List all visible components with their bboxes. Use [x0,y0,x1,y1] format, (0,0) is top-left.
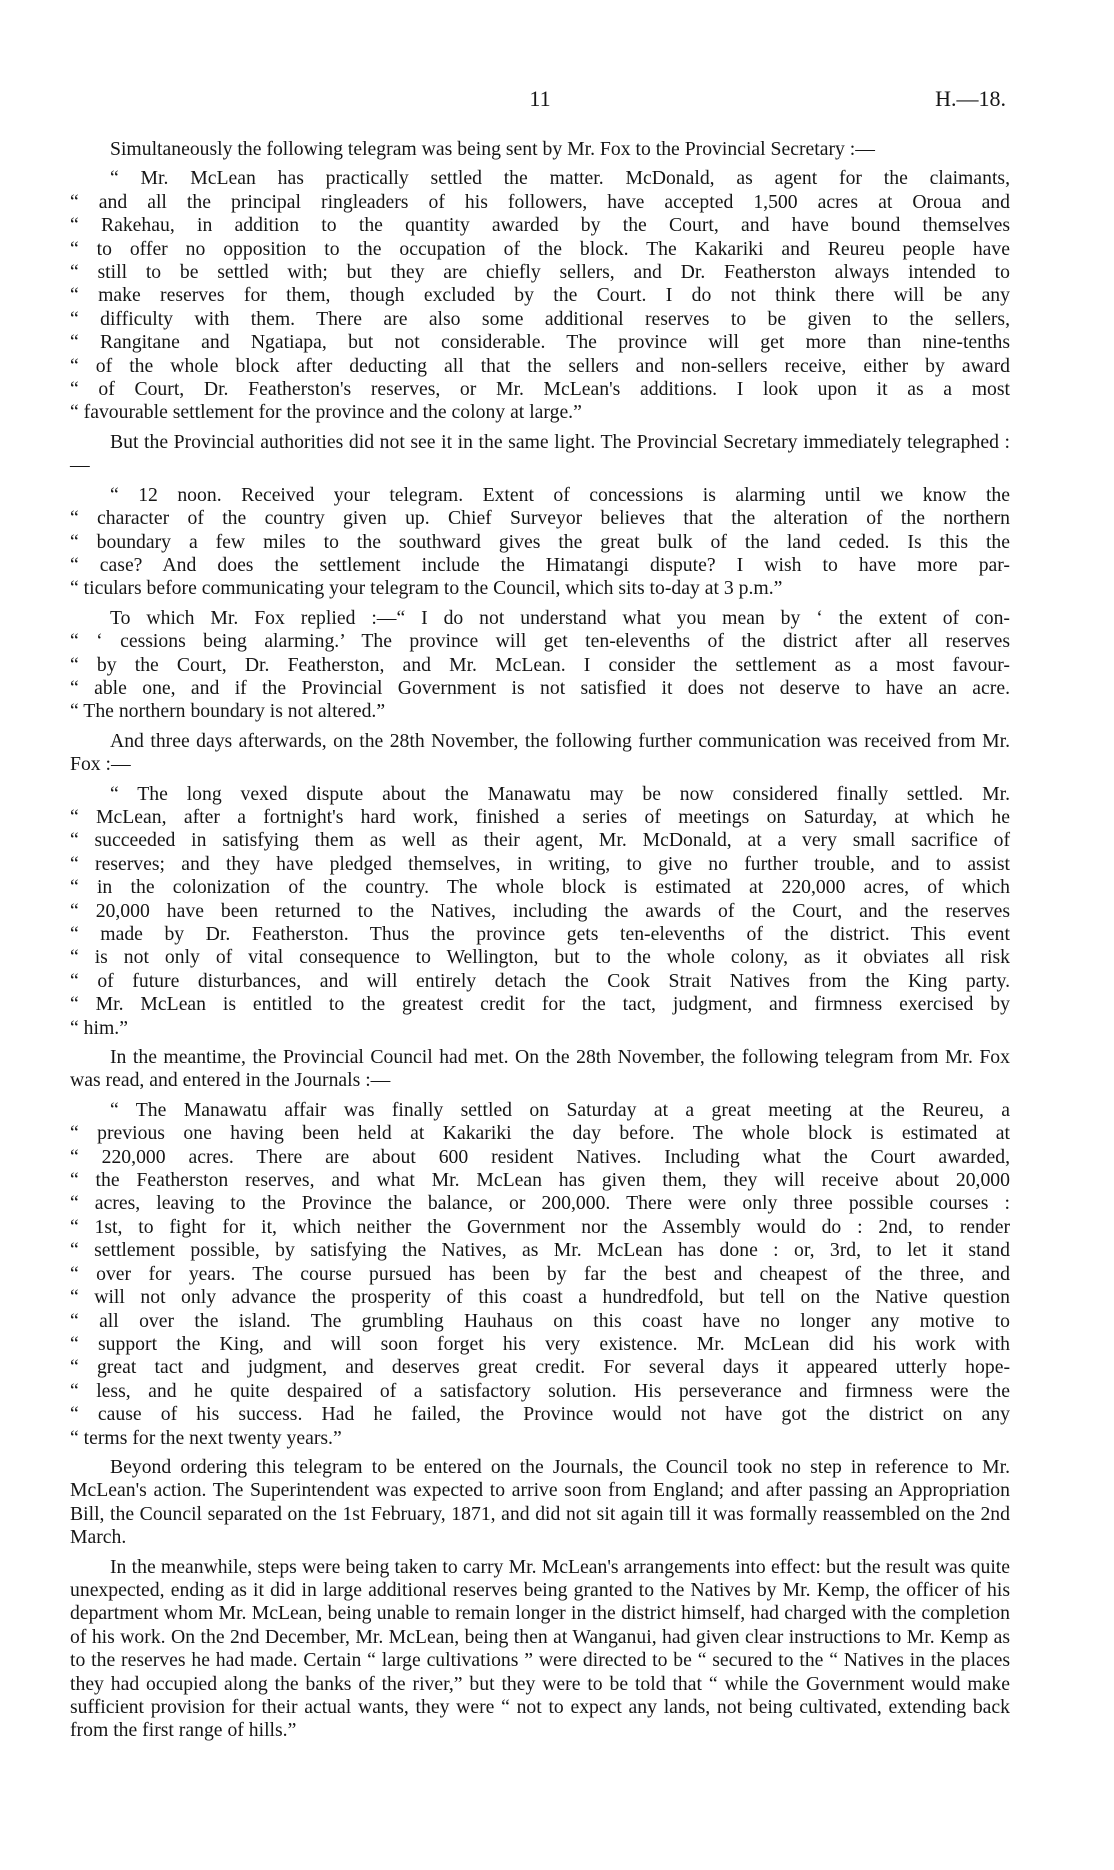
quote-line: “ him.” [70,1016,128,1039]
quote-line: “ The northern boundary is not altered.” [70,700,386,723]
paragraph: In the meanwhile, steps were being taken to carry Mr. McLean's arrangements into effect: but the result was quite unexpected, ending as it did in large additional reserves being granted to the Natives by Mr. Kemp, the officer of his department whom Mr. McLean, being unable to remain longer in the district himself, had charged with the completion of his work. On the 2nd December, Mr. McLean, being then at Wanganui, had given clear instructions to Mr. Kemp as to the reserves he had made. Certain “ large cultivations ” were directed to be “ secured to the “ Natives in the places they had occupied along the banks of the river,” but they were to be told that “ while the Government would make sufficient provision for their actual wants, they were “ not to expect any lands, not being cultivated, extending back from the first range of hills.” [70,1555,1010,1742]
quote-line: “ less, and he quite despaired of a satisfactory solution. His perseverance and firmness were the [70,1379,1010,1402]
paragraph: In the meantime, the Provincial Council had met. On the 28th November, the following telegram from Mr. Fox was read, and entered in the Journals :— [70,1046,1010,1092]
quote-line: “ to offer no opposition to the occupation of the block. The Kakariki and Reureu people have [70,237,1010,260]
quote-line: “ in the colonization of the country. The whole block is estimated at 220,000 acres, of which [70,876,1010,899]
quote-line: “ 12 noon. Received your telegram. Extent of concessions is alarming until we know the [110,483,1010,506]
document-body [70,138,1010,1743]
quote-line: “ made by Dr. Featherston. Thus the province gets ten-elevenths of the district. This event [70,923,1010,945]
quote-line: “ of the whole block after deducting all that the sellers and non-sellers receive, either by award [70,354,1010,377]
quote-line: “ and all the principal ringleaders of his followers, have accepted 1,500 acres at Oroua and [70,190,1010,213]
quote-line: “ reserves; and they have pledged themselves, in writing, to give no further trouble, and to assist [70,852,1010,875]
quote-line: “ the Featherston reserves, and what Mr. McLean has given them, they will receive about 20,000 [70,1169,1010,1192]
quote-line: “ boundary a few miles to the southward gives the great bulk of the land ceded. Is this the [70,530,1010,553]
telegram-quote [70,607,1010,724]
quote-line: “ acres, leaving to the Province the balance, or 200,000. There were only three possible courses : [70,1192,1010,1215]
quote-line: “ 20,000 have been returned to the Natives, including the awards of the Court, and the reserves [70,899,1010,922]
quote-line: To which Mr. Fox replied :—“ I do not understand what you mean by ‘ the extent of con- [110,606,1010,629]
paragraph: And three days afterwards, on the 28th November, the following further communication was received from Mr. Fox :— [70,729,1010,776]
quote-line: “ make reserves for them, though excluded by the Court. I do not think there will be any [70,284,1010,307]
quote-line: “ case? And does the settlement include the Himatangi dispute? I wish to have more par- [70,553,1010,576]
quote-line: “ settlement possible, by satisfying the Natives, as Mr. McLean has done : or, 3rd, to let it stand [70,1239,1010,1262]
quote-line: “ is not only of vital consequence to Wellington, but to the whole colony, as it obviates all risk [70,946,1010,969]
quote-line: “ previous one having been held at Kakariki the day before. The whole block is estimated at [70,1122,1010,1145]
quote-line: “ cause of his success. Had he failed, the Province would not have got the district on any [70,1403,1010,1426]
quote-line: “ all over the island. The grumbling Hauhaus on this coast have no longer any motive to [70,1309,1010,1332]
page-header [70,86,1010,122]
quote-line: “ by the Court, Dr. Featherston, and Mr. McLean. I consider the settlement as a most favour- [70,653,1010,676]
quote-line: “ difficulty with them. There are also some additional reserves to be given to the sellers, [70,307,1010,330]
quote-line: “ able one, and if the Provincial Government is not satisfied it does not deserve to have an acre. [70,676,1010,699]
quote-line: “ still to be settled with; but they are chiefly sellers, and Dr. Featherston always intended to [70,261,1010,284]
quote-line: “ favourable settlement for the province and the colony at large.” [70,401,582,424]
document-reference: H.—18. [935,86,1006,111]
paragraph: Simultaneously the following telegram was being sent by Mr. Fox to the Provincial Secretary :— [110,138,875,160]
quote-line: “ of Court, Dr. Featherston's reserves, or Mr. McLean's additions. I look upon it as a most [70,378,1010,401]
quote-line: “ Mr. McLean is entitled to the greatest credit for the tact, judgment, and firmness exercised by [70,993,1010,1016]
quote-line: “ The Manawatu affair was finally settled on Saturday at a great meeting at the Reureu, a [110,1098,1010,1121]
quote-line: “ over for years. The course pursued has been by far the best and cheapest of the three, and [70,1262,1010,1285]
telegram-quote [70,484,1010,601]
paragraph: But the Provincial authorities did not see it in the same light. The Provincial Secretary immediately telegraphed :— [70,430,1010,477]
quote-line: “ Rakehau, in addition to the quantity awarded by the Court, and have bound themselves [70,214,1010,237]
quote-line: “ The long vexed dispute about the Manawatu may be now considered finally settled. Mr. [110,782,1010,805]
paragraph: Beyond ordering this telegram to be entered on the Journals, the Council took no step in reference to Mr. McLean's action. The Superintendent was expected to arrive soon from England; and after passing an Appropriation Bill, the Council separated on the 1st February, 1871, and did not sit again till it was formally reassembled on the 2nd March. [70,1455,1010,1549]
quote-line: “ support the King, and will soon forget his very existence. Mr. McLean did his work with [70,1332,1010,1355]
quote-line: “ ‘ cessions being alarming.’ The province will get ten-elevenths of the district after all reserves [70,630,1010,653]
quote-line: “ ticulars before communicating your telegram to the Council, which sits to-day at 3 p.m.” [70,577,783,600]
quote-line: “ succeeded in satisfying them as well as their agent, Mr. McDonald, at a very small sacrifice of [70,829,1010,852]
telegram-quote [70,167,1010,424]
page-number: 11 [529,86,551,111]
telegram-quote [70,1099,1010,1450]
quote-line: “ terms for the next twenty years.” [70,1426,342,1449]
quote-line: “ McLean, after a fortnight's hard work, finished a series of meetings on Saturday, at which he [70,805,1010,828]
quote-line: “ 1st, to fight for it, which neither the Government nor the Assembly would do : 2nd, to render [70,1215,1010,1238]
quote-line: “ of future disturbances, and will entirely detach the Cook Strait Natives from the King party. [70,969,1010,992]
quote-line: “ will not only advance the prosperity of this coast a hundredfold, but tell on the Native question [70,1286,1010,1309]
quote-line: “ 220,000 acres. There are about 600 resident Natives. Including what the Court awarded, [70,1145,1010,1168]
document-page [70,86,1010,1749]
quote-line: “ great tact and judgment, and deserves great credit. For several days it appeared utterly hope- [70,1356,1010,1379]
telegram-quote [70,783,1010,1040]
quote-line: “ Rangitane and Ngatiapa, but not considerable. The province will get more than nine-tenths [70,331,1010,354]
quote-line: “ Mr. McLean has practically settled the matter. McDonald, as agent for the claimants, [110,167,1010,190]
quote-line: “ character of the country given up. Chief Surveyor believes that the alteration of the northern [70,507,1010,530]
